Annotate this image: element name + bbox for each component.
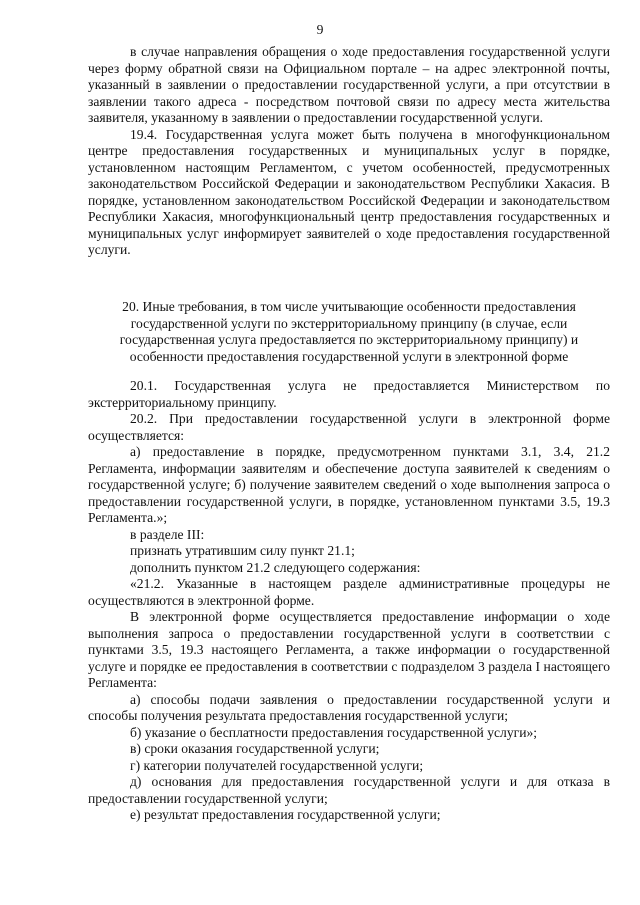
paragraph-add-21-2: дополнить пунктом 21.2 следующего содержания:	[130, 559, 421, 575]
page-number: 9	[316, 22, 324, 37]
section-heading-text: 20. Иные требования, в том числе учитывающие особенности предоставления государственной услуги по экстерриториальному принципу (в случае, если государственная услуга предоставляется по экстерриториальному принципу) и особенности предоставления государственной услуги в электронной форме	[119, 299, 579, 364]
paragraph-repeal-21-1: признать утратившим силу пункт 21.1;	[130, 543, 355, 558]
list-item-a: а) способы подачи заявления о предоставлении государственной услуги и способы получения результата предоставления государственной услуги;	[88, 691, 610, 723]
list-item-v: в) сроки оказания государственной услуги;	[130, 741, 380, 756]
main-text-block	[88, 378, 610, 824]
paragraph-section-3: в разделе III:	[130, 526, 205, 542]
paragraph-electronic-info: В электронной форме осуществляется предоставление информации о ходе выполнения запроса о предоставлении государственной услуги в соответствии с пунктами 3.5, 19.3 настоящего Регламента, а также информации о государственной услуге и порядке ее предоставления в соответствии с подразделом 3 раздела I настоящего Регламента:	[88, 609, 610, 690]
paragraph-20-1: 20.1. Государственная услуга не предоставляется Министерством по экстерриториальному принципу.	[88, 378, 610, 410]
list-item-g: г) категории получателей государственной услуги;	[130, 757, 424, 773]
paragraph-notification-method: в случае направления обращения о ходе предоставления государственной услуги через форму обратной связи на Официальном портале – на адрес электронной почты, указанный в заявлении о предоставлении государственной услуги, а при отсутствии в заявлении такого адреса - посредством почтовой связи по адресу места жительства заявителя, указанному в заявлении о предоставлении государственной услуги.	[88, 44, 610, 125]
top-text-block	[88, 44, 610, 259]
list-item-b: б) указание о бесплатности предоставления государственной услуги»;	[130, 724, 538, 740]
list-item-d: д) основания для предоставления государственной услуги и для отказа в предоставлении государственной услуги;	[88, 774, 610, 806]
section-heading-20	[100, 299, 598, 365]
paragraph-21-2: «21.2. Указанные в настоящем разделе административные процедуры не осуществляются в электронной форме.	[88, 576, 610, 608]
paragraph-20-2: 20.2. При предоставлении государственной услуги в электронной форме осуществляется:	[88, 411, 610, 443]
list-item-e: е) результат предоставления государственной услуги;	[130, 807, 441, 822]
paragraph-20-2-a: а) предоставление в порядке, предусмотренном пунктами 3.1, 3.4, 21.2 Регламента, информации заявителям и обеспечение доступа заявителей к сведениям о государственной услуге; б) получение заявителем сведений о ходе выполнения запроса о предоставлении государственной услуги, в порядке, установленном пунктами 3.5, 19.3 Регламента.»;	[88, 444, 610, 525]
paragraph-19-4: 19.4. Государственная услуга может быть получена в многофункциональном центре предоставления государственных и муниципальных услуг в порядке, установленном настоящим Регламентом, с учетом особенностей, предусмотренных законодательством Российской Федерации и законодательством Республики Хакасия. В порядке, установленном законодательством Российской Федерации и законодательством Республики Хакасия, многофункциональный центр предоставления государственных и муниципальных услуг информирует заявителей о ходе предоставления государственной услуги.	[88, 126, 610, 257]
